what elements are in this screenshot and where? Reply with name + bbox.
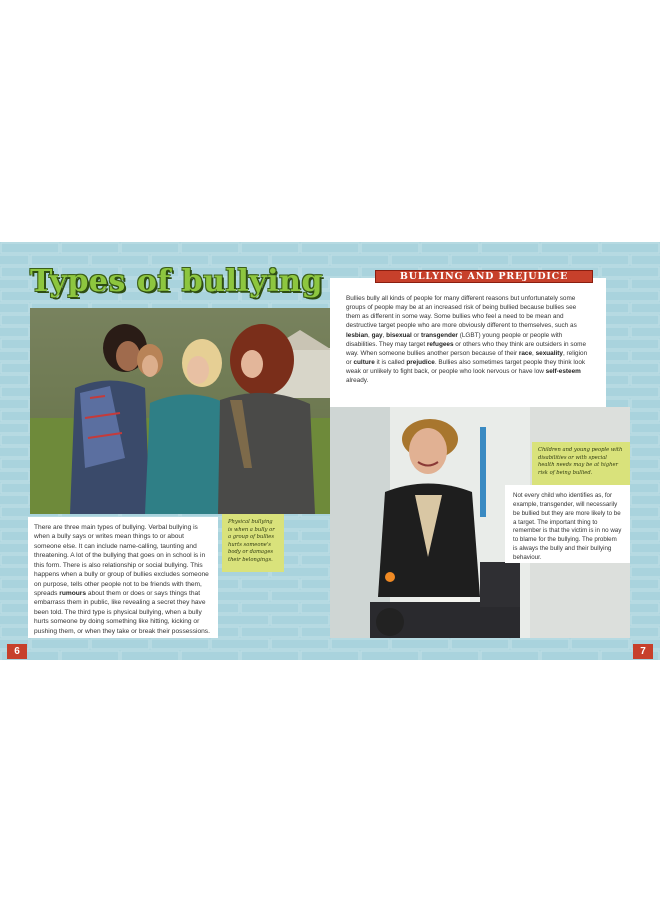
term-race: race xyxy=(518,349,533,357)
prejudice-text-box xyxy=(330,278,606,407)
term-culture: culture xyxy=(353,359,375,367)
sep-1: , xyxy=(368,331,372,339)
prejudice-text-5: it is called xyxy=(374,359,407,367)
caption-text: Children and young people with disabilities or with special health needs may be at higher risk of being bullied. xyxy=(538,447,623,476)
page-title: Types of bullying xyxy=(30,264,323,299)
bullying-group-photo xyxy=(30,308,330,514)
page-number-right: 7 xyxy=(633,644,653,659)
term-gay: gay xyxy=(371,331,383,339)
victim-text-box xyxy=(505,485,630,563)
term-prejudice: prejudice xyxy=(406,359,435,367)
sep-4: , xyxy=(532,349,536,357)
prejudice-text-2: (LGBT) young people or people with disabilities. They may target xyxy=(346,331,563,348)
victim-text: Not every child who identifies as, for example, transgender, will necessarily be bullied but they are more likely to be a target. The important thing to remember is that the victim is in no way to blame for the bullying. The problem is always the bully and their bullying behaviour. xyxy=(513,492,622,562)
sep-3: or xyxy=(411,331,421,339)
prejudice-text-1: Bullies bully all kinds of people for many different reasons but unfortunately some groups of people may be at an increased risk of being bullied because bullies see them as different in some way. Some bullies who feel a need to be mean and destructive target people who are more obviously different to themselves, such as xyxy=(346,295,577,330)
body-text-2: about them or does or says things that embarrass them in public, like revealing a secret they have been told. The third type is physical bullying, when a bully hurts someone by doing something like hitting, kicking or pushing them, or when they take or break their possessions. xyxy=(34,589,210,635)
term-transgender: transgender xyxy=(420,331,458,339)
term-sexuality: sexuality xyxy=(535,349,563,357)
term-bisexual: bisexual xyxy=(386,331,412,339)
term-rumours: rumours xyxy=(59,589,87,597)
section-heading: BULLYING AND PREJUDICE xyxy=(375,270,593,283)
photo-caption-disabilities xyxy=(532,442,630,486)
page-number-left: 6 xyxy=(7,644,27,659)
prejudice-text-3: or others who they think are outsiders in some way. When someone bullies another person because of their xyxy=(346,340,587,357)
prejudice-text-4: , religion or xyxy=(346,349,588,367)
prejudice-text-7: already. xyxy=(346,377,369,385)
sep-2: , xyxy=(382,331,387,339)
caption-text: Physical bullying is when a bully or a group of bullies hurts someone's body or damages their belongings. xyxy=(228,519,275,563)
book-spread xyxy=(0,242,660,660)
term-lesbian: lesbian xyxy=(346,331,369,339)
term-self-esteem: self-esteem xyxy=(545,368,581,376)
term-refugees: refugees xyxy=(426,340,454,348)
main-body-text xyxy=(28,517,218,638)
photo-caption-physical xyxy=(222,514,284,572)
prejudice-text-6: . Bullies also sometimes target people they think look weak or unlikely to fight back, or people who look nervous or have low xyxy=(346,359,586,376)
body-text-1: There are three main types of bullying. Verbal bullying is when a bully says or writes mean things to or about someone else. It can include name-calling, taunting and threatening. A lot of the bullying that goes on in school is in this form. There is also relationship or social bullying. This happens when a bully or group of bullies excludes someone on purpose, tells other people not to be friends with them, spreads xyxy=(34,524,209,597)
